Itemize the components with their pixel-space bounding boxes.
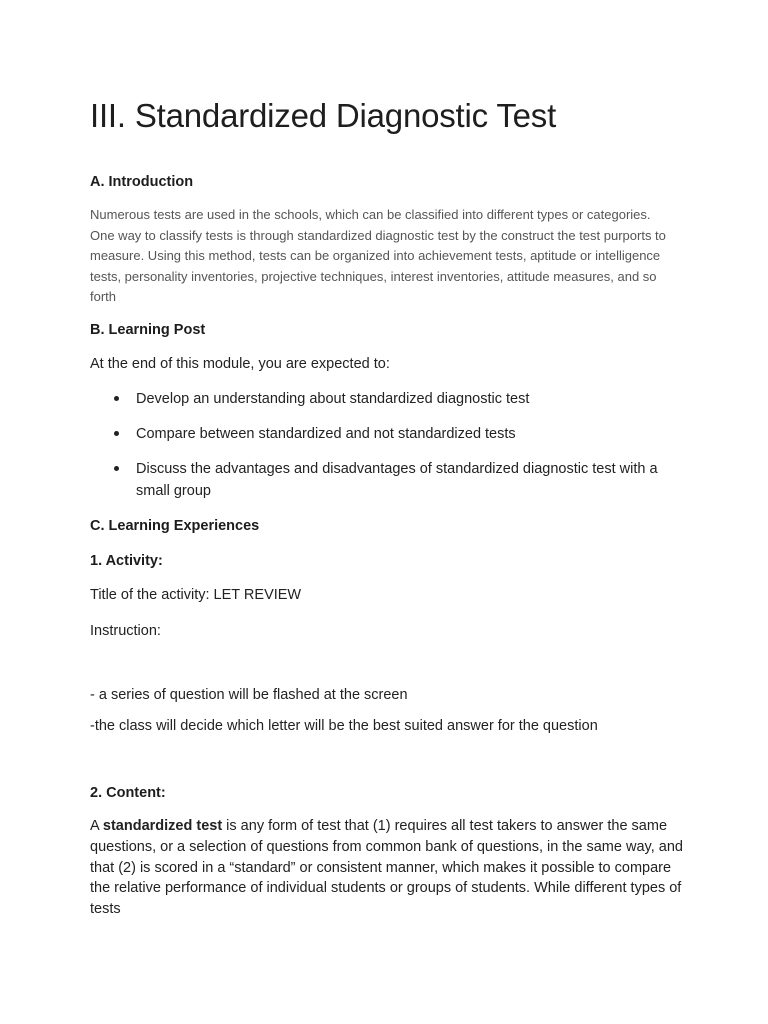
list-item-text: Discuss the advantages and disadvantages of standardized diagnostic test with a small group: [136, 461, 658, 499]
list-item-text: Develop an understanding about standardized diagnostic test: [136, 391, 530, 407]
bullet-icon: [114, 466, 119, 471]
section-heading-introduction: A. Introduction: [90, 174, 194, 190]
content-text: is any form of test that (1) requires all test takers to answer the same questions, or a selection of questions from common bank of questions, in the same way, and that (2) is scored in a “standard” or consistent manner, which makes it possible to compare the relative performance of individual students or groups of students. While different types of tests: [90, 818, 683, 918]
subheading-content: 2. Content:: [90, 785, 166, 801]
learning-objectives-list: [90, 388, 690, 502]
instruction-step: - a series of question will be flashed at the screen: [90, 687, 408, 703]
content-term: standardized test: [102, 818, 223, 834]
section-heading-learning-experiences: C. Learning Experiences: [90, 518, 260, 534]
bullet-icon: [114, 431, 119, 436]
section-heading-learning-post: B. Learning Post: [90, 322, 206, 338]
bullet-icon: [114, 396, 119, 401]
list-item: [90, 423, 690, 445]
instruction-step: -the class will decide which letter will be the best suited answer for the question: [90, 718, 598, 734]
activity-title: Title of the activity: LET REVIEW: [90, 587, 302, 603]
list-item: [90, 458, 690, 502]
learning-post-lead: At the end of this module, you are expected to:: [90, 356, 390, 372]
page-title: III. Standardized Diagnostic Test: [90, 97, 557, 134]
content-prefix: A: [90, 818, 103, 834]
list-item: [90, 388, 690, 410]
list-item-text: Compare between standardized and not standardized tests: [136, 426, 516, 442]
instruction-label: Instruction:: [90, 623, 161, 639]
introduction-paragraph: Numerous tests are used in the schools, which can be classified into different types or categories. One way to classify tests is through standardized diagnostic test by the construct the test purports to measure. Using this method, tests can be organized into achievement tests, aptitude or intelligence tests, personality inventories, projective techniques, interest inventories, attitude measures, and so forth: [90, 207, 666, 304]
subheading-activity: 1. Activity:: [90, 553, 163, 569]
content-paragraph: [90, 816, 690, 920]
